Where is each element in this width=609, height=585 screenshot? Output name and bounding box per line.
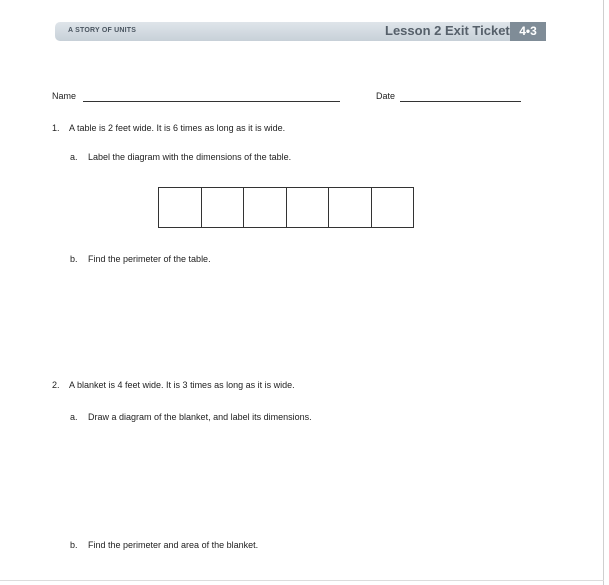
date-label: Date <box>376 91 396 101</box>
diagram-unit-square <box>372 188 414 227</box>
part-text: Find the perimeter of the table. <box>88 254 211 264</box>
diagram-unit-square <box>244 188 287 227</box>
diagram-unit-square <box>329 188 372 227</box>
part-text: Draw a diagram of the blanket, and label its dimensions. <box>88 412 312 422</box>
question-text: A blanket is 4 feet wide. It is 3 times as long as it is wide. <box>69 380 295 390</box>
part-text: Label the diagram with the dimensions of the table. <box>88 152 292 162</box>
diagram-unit-square <box>202 188 245 227</box>
series-label: A STORY OF UNITS <box>68 27 137 34</box>
table-diagram <box>158 187 414 228</box>
page-edge <box>0 580 604 581</box>
question-number: 2. <box>52 380 60 390</box>
diagram-unit-square <box>287 188 330 227</box>
question-number: 1. <box>52 123 60 133</box>
part-letter: a. <box>70 152 78 162</box>
name-field[interactable] <box>83 101 340 102</box>
part-letter: b. <box>70 254 78 264</box>
part-letter: b. <box>70 540 78 550</box>
question-text: A table is 2 feet wide. It is 6 times as long as it is wide. <box>69 123 286 133</box>
name-label: Name <box>52 91 77 101</box>
diagram-unit-square <box>159 188 202 227</box>
date-field[interactable] <box>400 101 521 102</box>
part-letter: a. <box>70 412 78 422</box>
page-edge <box>603 0 604 585</box>
lesson-title: Lesson 2 Exit Ticket <box>385 23 510 38</box>
part-text: Find the perimeter and area of the blanket. <box>88 540 259 550</box>
module-badge: 4•3 <box>510 22 546 41</box>
